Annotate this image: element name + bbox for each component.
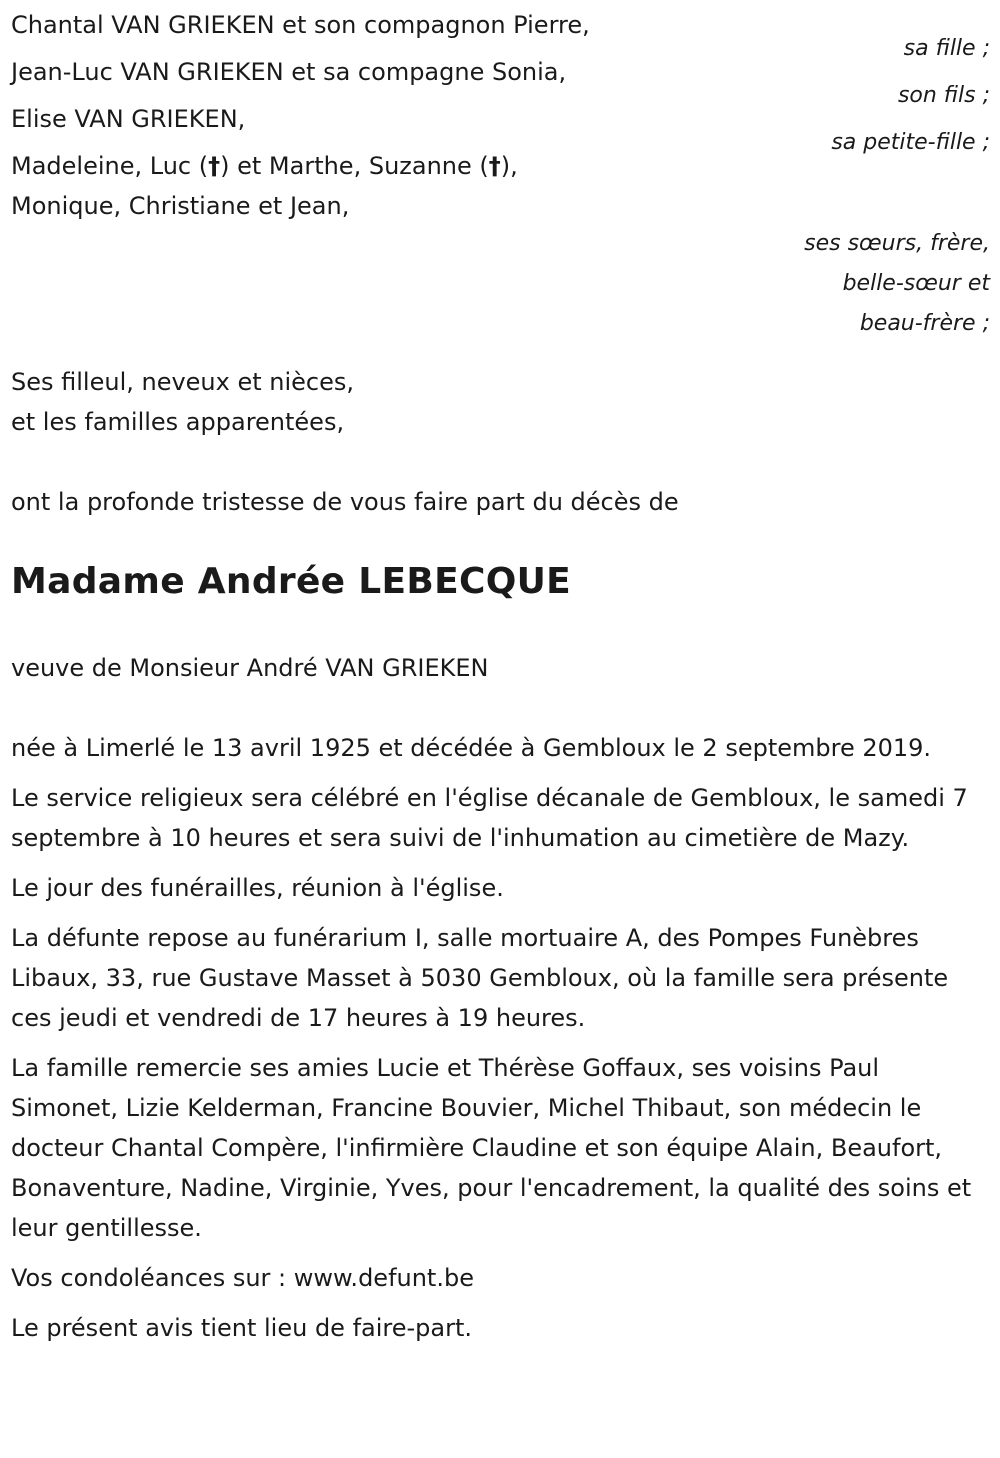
relation-line: sa fille ; [903, 36, 990, 61]
notice-paragraph: Le présent avis tient lieu de faire-part. [11, 1314, 473, 1342]
family-names [11, 146, 791, 226]
relation-label [11, 224, 990, 344]
family-names [11, 362, 791, 442]
cross-icon: † [208, 152, 221, 180]
relation-line: sa petite-fille ; [831, 130, 990, 155]
obituary-notice [11, 0, 990, 1358]
family-name-line: Jean-Luc VAN GRIEKEN et sa compagne Sonia, [11, 58, 567, 86]
relation-line: beau-frère ; [859, 311, 990, 336]
relation-line: ses sœurs, frère, [804, 231, 990, 256]
siblings-text-b: ) et Marthe, Suzanne ( [220, 152, 489, 180]
family-name-line: Monique, Christiane et Jean, [11, 192, 350, 220]
family-name-line: et les familles apparentées, [11, 408, 345, 436]
siblings-text-a: Madeleine, Luc ( [11, 152, 209, 180]
family-entry-siblings [11, 146, 990, 344]
announcement-text: ont la profonde tristesse de vous faire part du décès de [11, 488, 679, 516]
cross-icon: † [488, 152, 501, 180]
widow-of-text: veuve de Monsieur André VAN GRIEKEN [11, 654, 489, 682]
family-name-line: Elise VAN GRIEKEN, [11, 105, 246, 133]
family-name-line: Chantal VAN GRIEKEN et son compagnon Pierre, [11, 11, 590, 39]
relation-line: son fils ; [897, 83, 990, 108]
siblings-text-c: ), [500, 152, 518, 180]
relation-line: belle-sœur et [842, 271, 990, 296]
family-entry-extended [11, 362, 990, 442]
family-name-line [11, 146, 791, 186]
birth-death-paragraph: née à Limerlé le 13 avril 1925 et décédée à Gembloux le 2 septembre 2019. [11, 734, 932, 762]
family-name-line: Ses filleul, neveux et nièces, [11, 368, 355, 396]
thanks-paragraph: La famille remercie ses amies Lucie et Thérèse Goffaux, ses voisins Paul Simonet, Lizie Kelderman, Francine Bouvier, Michel Thibaut, son médecin le docteur Chantal Compère, l'infirmière Claudine et son équipe Alain, Beaufort, Bonaventure, Nadine, Virginie, Yves, pour l'encadrement, la qualité des soins et leur gentillesse. [11, 1054, 972, 1242]
service-paragraph: Le service religieux sera célébré en l'église décanale de Gembloux, le samedi 7 septembre à 10 heures et sera suivi de l'inhumation au cimetière de Mazy. [11, 784, 968, 852]
funerarium-paragraph: La défunte repose au funérarium I, salle mortuaire A, des Pompes Funèbres Libaux, 33, rue Gustave Masset à 5030 Gembloux, où la famille sera présente ces jeudi et vendredi de 17 heures à 19 heures. [11, 924, 949, 1032]
condolences-paragraph: Vos condoléances sur : www.defunt.be [11, 1264, 474, 1292]
gathering-paragraph: Le jour des funérailles, réunion à l'église. [11, 874, 504, 902]
details-section [11, 728, 990, 1348]
deceased-name: Madame Andrée LEBECQUE [11, 561, 572, 602]
